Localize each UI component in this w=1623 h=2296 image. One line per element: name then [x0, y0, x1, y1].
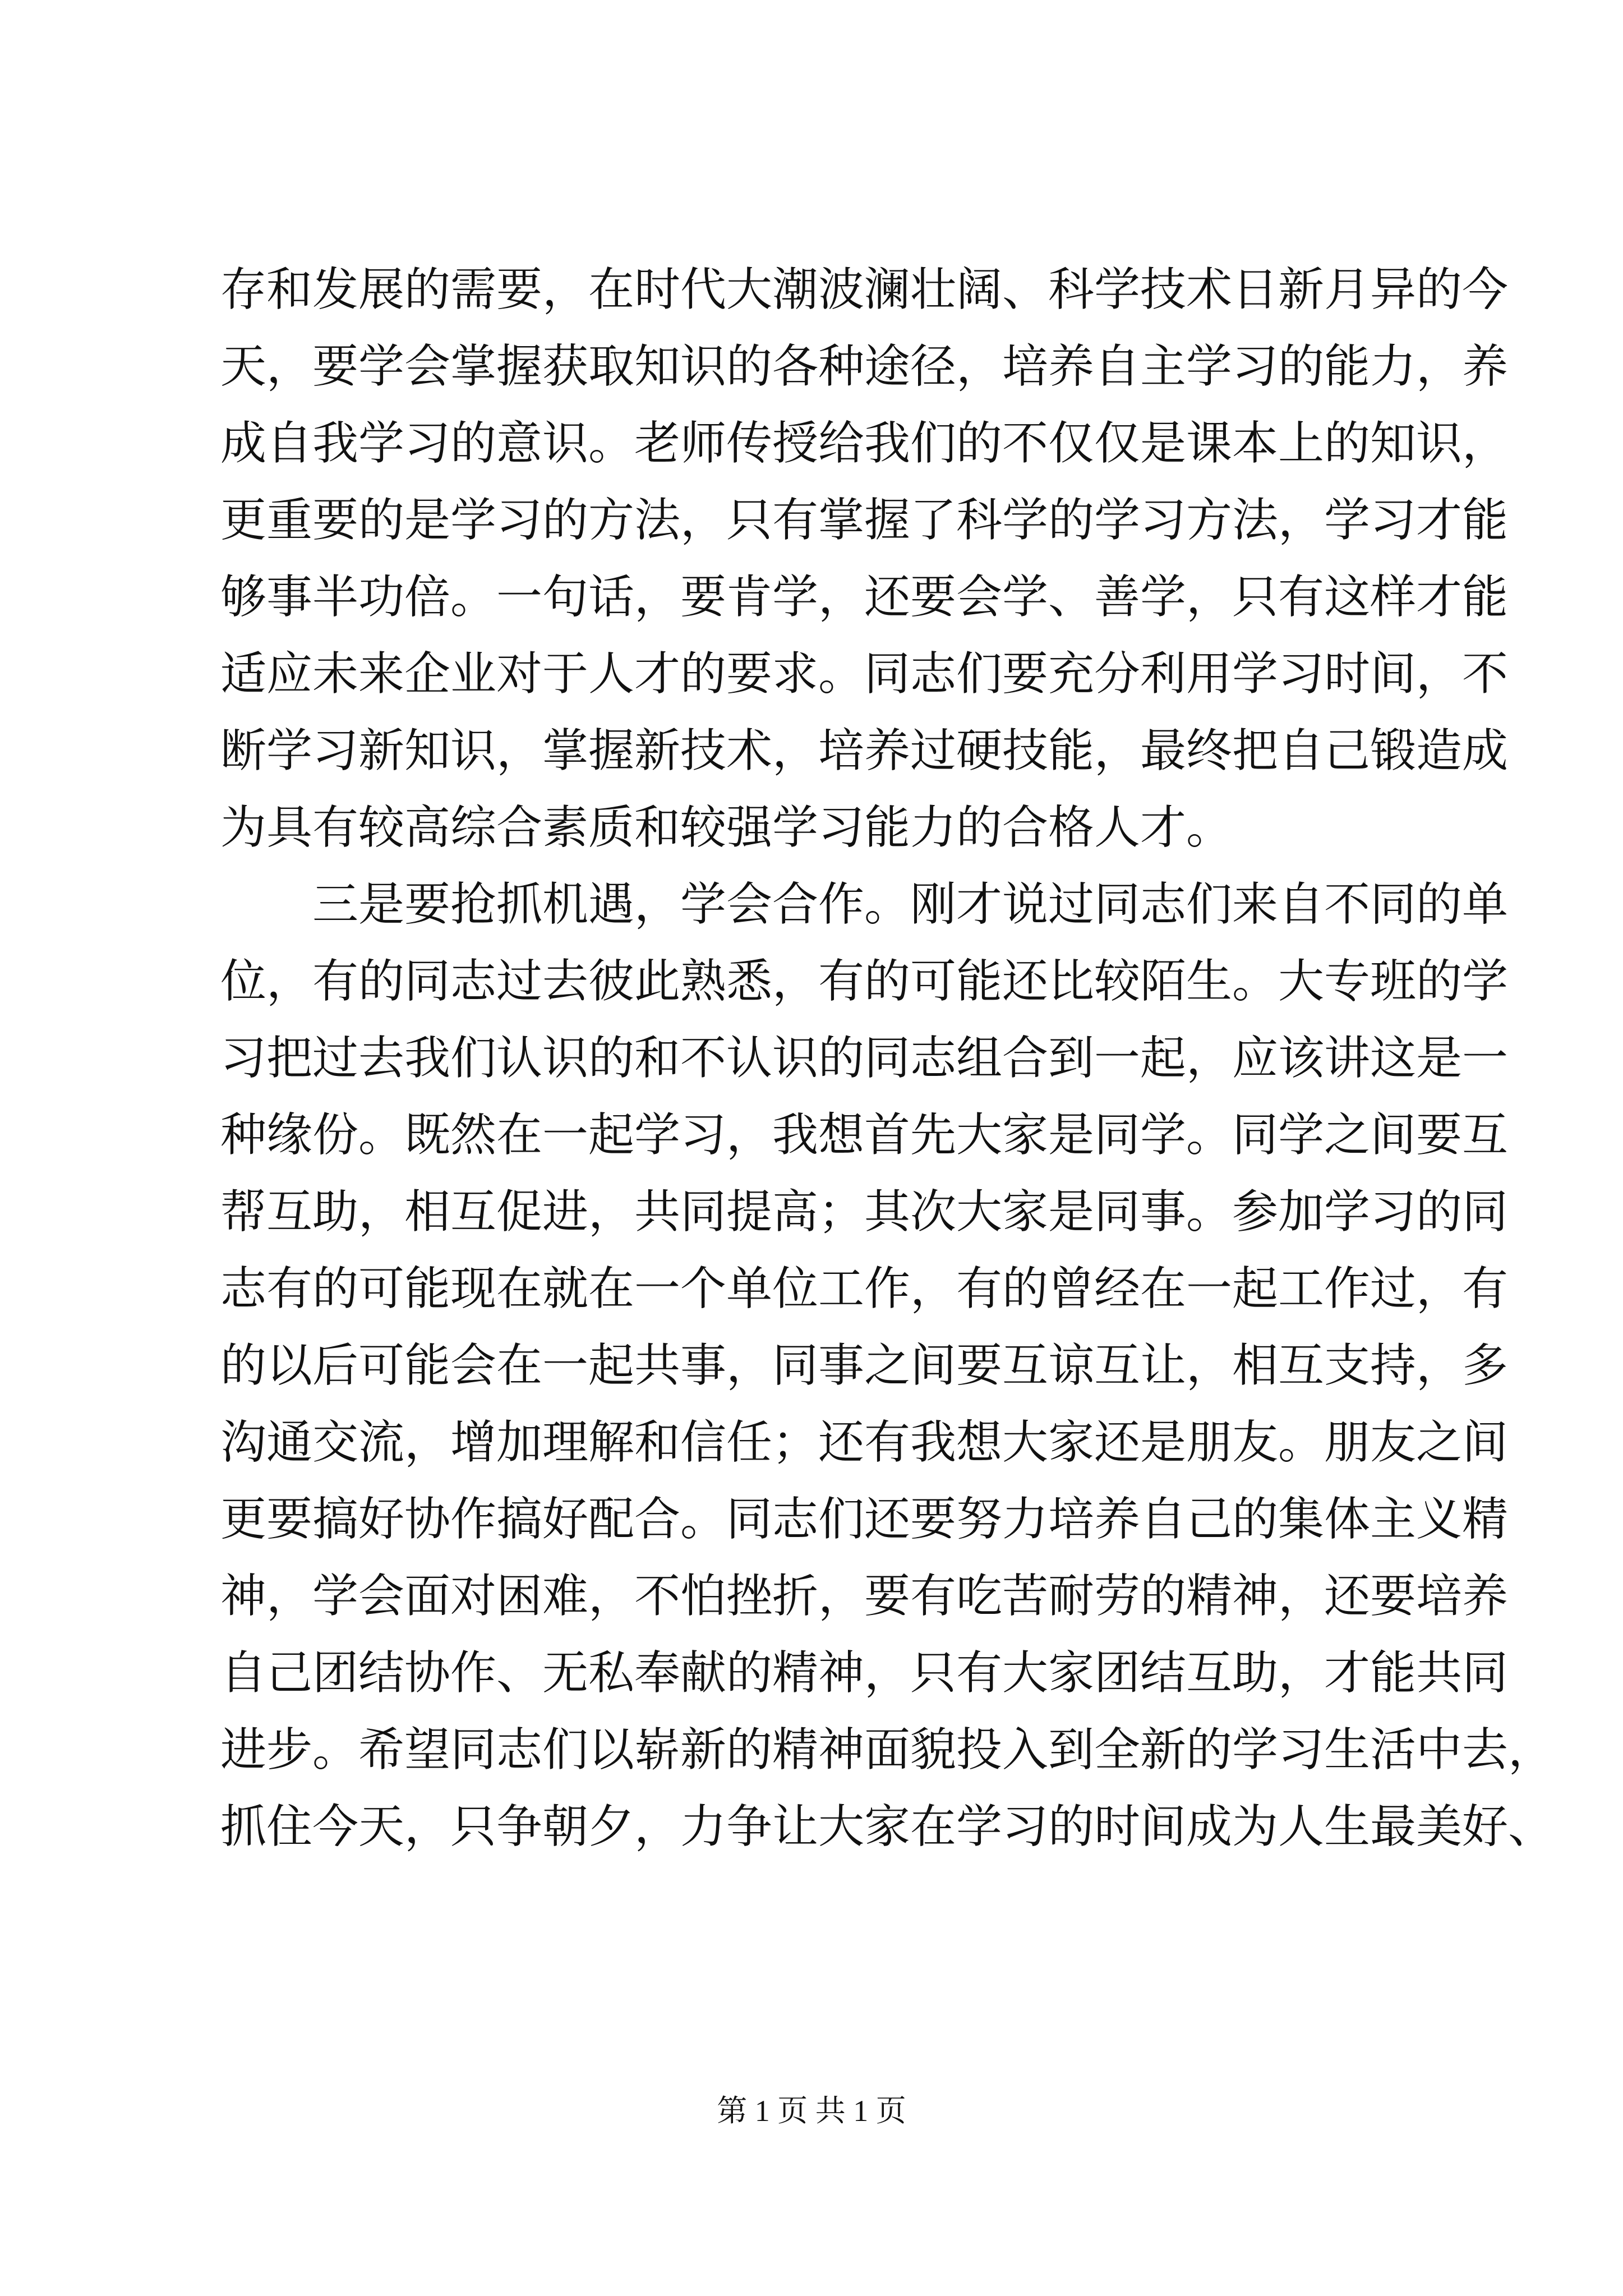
- text-line: 断学习新知识，掌握新技术，培养过硬技能，最终把自己锻造成: [220, 724, 1509, 777]
- text-line: 志有的可能现在就在一个单位工作，有的曾经在一起工作过，有: [220, 1262, 1509, 1315]
- text-line: 位，有的同志过去彼此熟悉，有的可能还比较陌生。大专班的学: [220, 955, 1509, 1008]
- text-line: 的以后可能会在一起共事，同事之间要互谅互让，相互支持，多: [220, 1339, 1509, 1392]
- text-line: 沟通交流，增加理解和信任；还有我想大家还是朋友。朋友之间: [220, 1416, 1509, 1469]
- text-line: 够事半功倍。一句话，要肯学，还要会学、善学，只有这样才能: [220, 570, 1509, 624]
- text-line: 进步。希望同志们以崭新的精神面貌投入到全新的学习生活中去，: [220, 1723, 1555, 1777]
- text-line: 更要搞好协作搞好配合。同志们还要努力培养自己的集体主义精: [220, 1493, 1509, 1546]
- text-line: 成自我学习的意识。老师传授给我们的不仅仅是课本上的知识，: [220, 417, 1509, 470]
- page-number-footer: 第 1 页 共 1 页: [717, 2094, 906, 2128]
- text-line: 更重要的是学习的方法，只有掌握了科学的学习方法，学习才能: [220, 494, 1509, 547]
- text-line: 抓住今天，只争朝夕，力争让大家在学习的时间成为人生最美好、: [220, 1800, 1555, 1853]
- text-line: 自己团结协作、无私奉献的精神，只有大家团结互助，才能共同: [220, 1646, 1509, 1700]
- text-line: 三是要抢抓机遇，学会合作。刚才说过同志们来自不同的单: [220, 878, 1509, 931]
- text-line: 种缘份。既然在一起学习，我想首先大家是同学。同学之间要互: [220, 1108, 1509, 1162]
- text-line: 存和发展的需要，在时代大潮波澜壮阔、科学技术日新月异的今: [220, 263, 1509, 316]
- text-line: 天，要学会掌握获取知识的各种途径，培养自主学习的能力，养: [220, 340, 1509, 393]
- text-line: 适应未来企业对于人才的要求。同志们要充分利用学习时间，不: [220, 647, 1509, 701]
- text-line: 帮互助，相互促进，共同提高；其次大家是同事。参加学习的同: [220, 1185, 1509, 1239]
- text-line: 为具有较高综合素质和较强学习能力的合格人才。: [220, 801, 1233, 854]
- text-line: 习把过去我们认识的和不认识的同志组合到一起，应该讲这是一: [220, 1032, 1509, 1085]
- text-line: 神，学会面对困难，不怕挫折，要有吃苦耐劳的精神，还要培养: [220, 1570, 1509, 1623]
- body-text: [220, 251, 1555, 1865]
